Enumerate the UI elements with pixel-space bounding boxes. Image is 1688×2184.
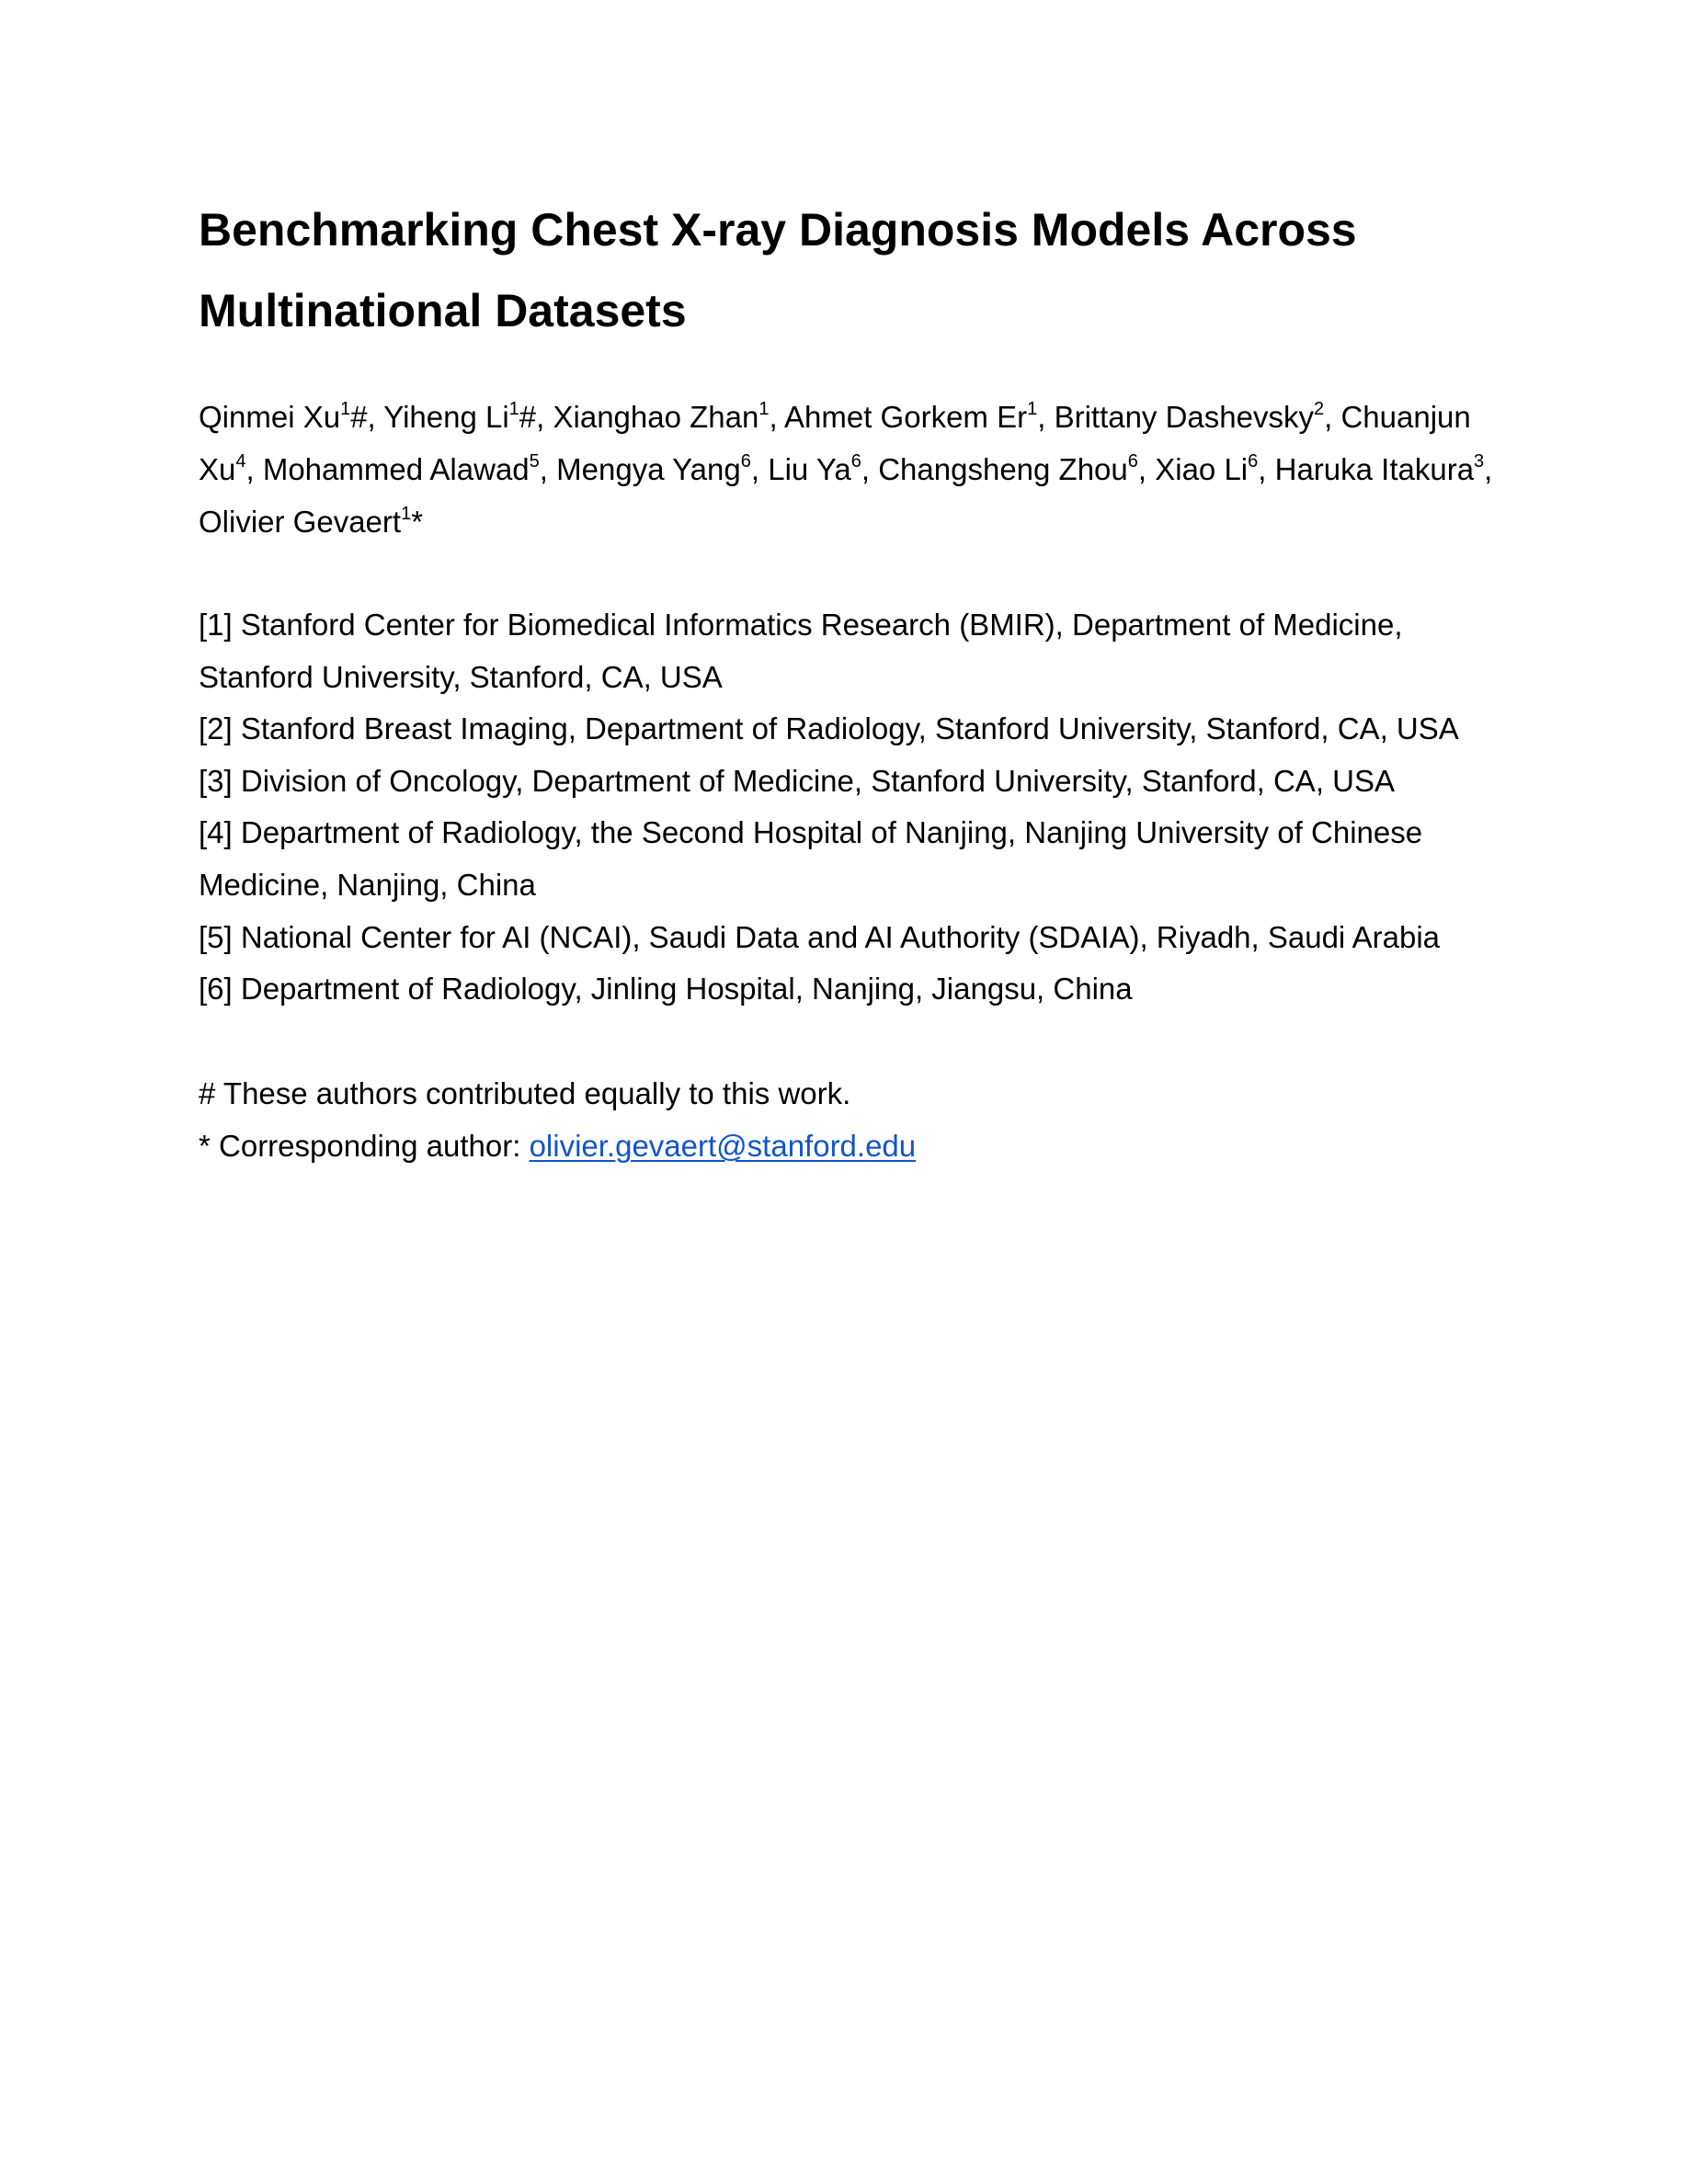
author-affiliation-marker: 2 (1314, 399, 1325, 419)
author-affiliation-marker: 4 (235, 451, 246, 472)
author (1055, 400, 1341, 434)
corresponding-author-label: * Corresponding author: (199, 1128, 530, 1163)
author-separator: , (539, 452, 557, 486)
author-name: Qinmei Xu (199, 400, 341, 434)
author-name: Changsheng Zhou (878, 452, 1128, 486)
author-affiliation-marker: 1 (1027, 399, 1038, 419)
author (383, 400, 553, 434)
author-name: Liu Ya (768, 452, 851, 486)
author-separator: #, (350, 400, 384, 434)
author-separator: #, (519, 400, 553, 434)
equal-contribution-note: # These authors contributed equally to this work. (199, 1075, 851, 1110)
author-separator: * (411, 505, 424, 539)
author (199, 400, 383, 434)
author-affiliation-marker: 1 (340, 399, 351, 419)
author-affiliation-marker: 6 (740, 451, 751, 472)
author-affiliation-marker: 6 (850, 451, 861, 472)
paper-title-line-2: Multinational Datasets (199, 285, 687, 336)
author-separator: , (769, 400, 785, 434)
author-separator: , (861, 452, 879, 486)
affiliation-5: [5] National Center for AI (NCAI), Saudi Data and AI Authority (SDAIA), Riyadh, Saudi Arabia (199, 919, 1441, 954)
author (1155, 452, 1274, 486)
author-affiliation-marker: 3 (1474, 451, 1485, 472)
author (199, 505, 423, 539)
author-name: Haruka Itakura (1274, 452, 1475, 486)
paper-title-line-1: Benchmarking Chest X-ray Diagnosis Models Across (199, 204, 1357, 256)
author-name: Xiao Li (1155, 452, 1249, 486)
author-separator: , (1484, 452, 1501, 486)
author-name: Chuanjun Xu (199, 400, 1471, 486)
author (878, 452, 1155, 486)
affiliation-2: [2] Stanford Breast Imaging, Department of Radiology, Stanford University, Stanford, CA, USA (199, 711, 1459, 746)
author (768, 452, 878, 486)
paper-title (199, 189, 1495, 351)
paper-content (199, 189, 1501, 1172)
author (556, 452, 768, 486)
affiliation-6: [6] Department of Radiology, Jinling Hospital, Nanjing, Jiangsu, China (199, 972, 1133, 1007)
author (553, 400, 785, 434)
author-name: Mohammed Alawad (262, 452, 530, 486)
author-affiliation-marker: 6 (1127, 451, 1138, 472)
author-affiliation-marker: 5 (529, 451, 540, 472)
author-list (199, 391, 1501, 548)
author-name: Yiheng Li (383, 400, 509, 434)
author-affiliation-marker: 1 (758, 399, 770, 419)
author-separator: , (750, 452, 769, 486)
author-name: Mengya Yang (556, 452, 741, 486)
author-notes (199, 1067, 1495, 1172)
corresponding-email-link[interactable]: olivier.gevaert@stanford.edu (529, 1128, 917, 1163)
author-affiliation-marker: 6 (1248, 451, 1259, 472)
author-affiliation-marker: 1 (401, 504, 412, 524)
author-separator: , (1258, 452, 1275, 486)
author-affiliation-marker: 1 (508, 399, 519, 419)
author-name: Xianghao Zhan (553, 400, 759, 434)
author (1275, 452, 1501, 486)
affiliation-list (199, 599, 1495, 1016)
corresponding-author-note (199, 1120, 1495, 1172)
author-name: Olivier Gevaert (199, 505, 402, 539)
author-name: Ahmet Gorkem Er (784, 400, 1028, 434)
author-name: Brittany Dashevsky (1054, 400, 1314, 434)
author-separator: , (1037, 400, 1055, 434)
affiliation-1: [1] Stanford Center for Biomedical Informatics Research (BMIR), Department of Medicine, Stanford University, Stanford, CA, USA (199, 608, 1403, 694)
affiliation-3: [3] Division of Oncology, Department of Medicine, Stanford University, Stanford, CA, USA (199, 763, 1396, 798)
affiliation-4: [4] Department of Radiology, the Second Hospital of Nanjing, Nanjing University of Chinese Medicine, Nanjing, China (199, 815, 1423, 902)
author (784, 400, 1055, 434)
author-separator: , (1137, 452, 1156, 486)
author-separator: , (1324, 400, 1341, 434)
author (263, 452, 556, 486)
author-separator: , (245, 452, 263, 486)
